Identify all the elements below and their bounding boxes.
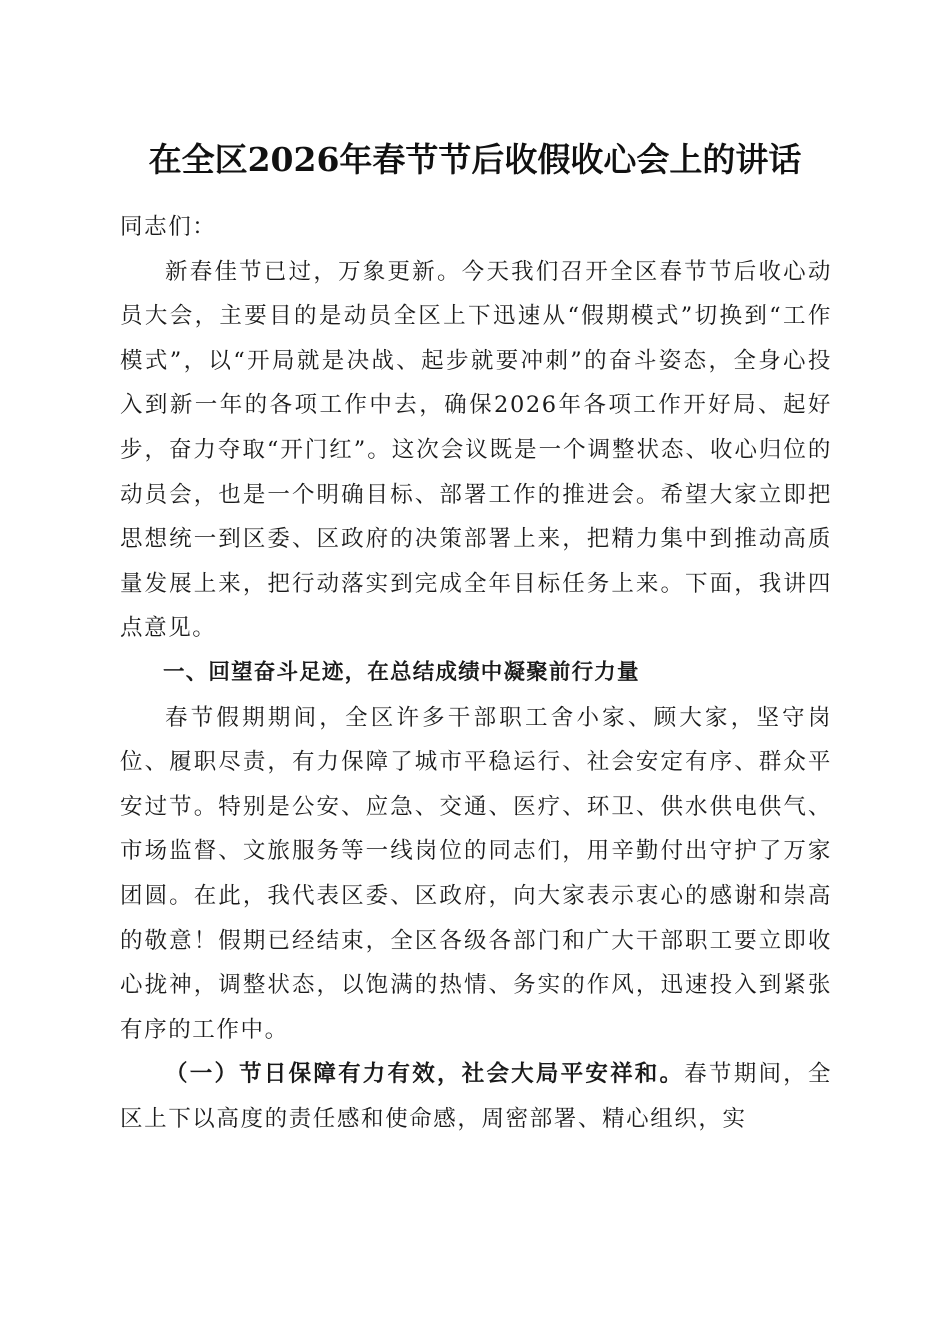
intro-paragraph: 新春佳节已过，万象更新。今天我们召开全区春节节后收心动员大会，主要目的是动员全区上下迅速从“假期模式”切换到“工作模式”，以“开局就是决战、起步就要冲刺”的奋斗姿态，全身心投入到新一年的各项工作中去，确保2026年各项工作开好局、起好步，奋力夺取“开门红”。这次会议既是一个调整状态、收心归位的动员会，也是一个明确目标、部署工作的推进会。希望大家立即把思想统一到区委、区政府的决策部署上来，把精力集中到推动高质量发展上来，把行动落实到完成全年目标任务上来。下面，我讲四点意见。 <box>120 258 832 642</box>
subsection-lead: （一）节日保障有力有效，社会大局平安祥和。 <box>165 1061 685 1088</box>
subsection-paragraph <box>120 1052 832 1141</box>
subsection-text: 春节期间，全区上下以高度的责任感和使命感，周密部署、精心组织，实 <box>120 1061 832 1132</box>
document-body <box>120 205 832 1141</box>
salutation: 同志们： <box>120 214 217 240</box>
section-paragraph: 春节假期期间，全区许多干部职工舍小家、顾大家，坚守岗位、履职尽责，有力保障了城市平稳运行、社会安定有序、群众平安过节。特别是公安、应急、交通、医疗、环卫、供水供电供气、市场监督、文旅服务等一线岗位的同志们，用辛勤付出守护了万家团圆。在此，我代表区委、区政府，向大家表示衷心的感谢和崇高的敬意！假期已经结束，全区各级各部门和广大干部职工要立即收心拢神，调整状态，以饱满的热情、务实的作风，迅速投入到紧张有序的工作中。 <box>120 704 832 1043</box>
document-title: 在全区2026年春节节后收假收心会上的讲话 <box>148 140 802 179</box>
section-heading: 一、回望奋斗足迹，在总结成绩中凝聚前行力量 <box>163 659 640 685</box>
